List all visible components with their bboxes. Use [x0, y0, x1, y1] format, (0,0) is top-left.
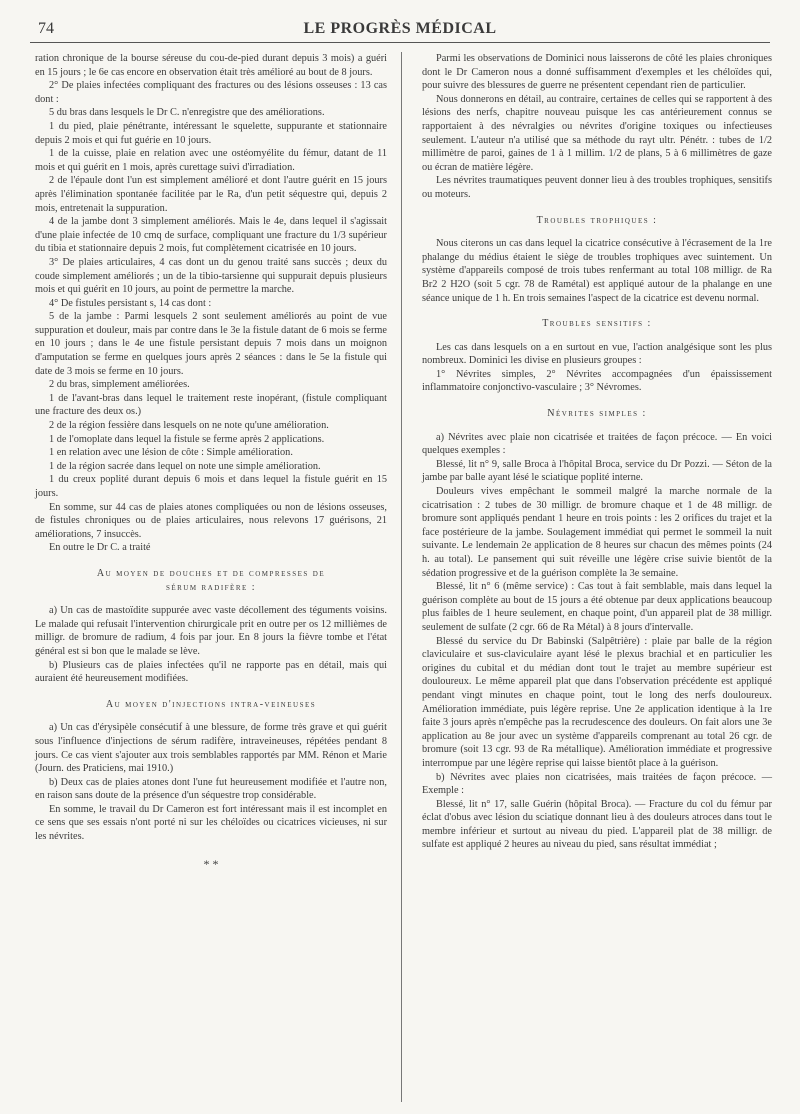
paragraph: Les cas dans lesquels on a en surtout en vue, l'action analgésique sont les plus nombreux. Dominici les divise en plusieurs groupes :: [422, 341, 772, 367]
paragraph: Blessé, lit n° 6 (même service) : Cas tout à fait semblable, mais dans lequel la guérison complète au bout de 15 jours a été obtenue par deux applications beaucoup plus faibles de 1 heure seulement, en chaque point, d'un appareil plat de 38 milligr. seulement de sulfate (2 cgr. 66 de Ra Métal) à 8 jours d'intervalle.: [422, 581, 772, 633]
paragraph: Blessé, lit n° 17, salle Guérin (hôpital Broca). — Fracture du col du fémur par éclat d'obus avec lésion du sciatique donnant lieu à des douleurs atroces dans tout le membre inférieur et surtout au niveau du pied. L'appareil plat de 38 milligr. de sulfate est appliqué 2 heures au niveau du pied, sans résultat immédiat ;: [422, 798, 772, 851]
paragraph: 1 de la cuisse, plaie en relation avec une ostéomyélite du fémur, datant de 11 mois et qui guérit en 1 mois, après curettage suivi d'irradiation.: [35, 148, 387, 173]
paragraph: 5 de la jambe : Parmi lesquels 2 sont seulement améliorés au point de vue suppuration et douleur, mais par contre dans le 3e la fistule datant de 6 mois se ferme en 10 jours ; dans le 4e une fistule persistant depuis 7 mois dans un moignon d'amputation se ferme en quelques jours après 2 séances : dans le 5e la fistule qui date de 3 mois se ferme en 10 jours.: [35, 311, 387, 377]
left-column: [35, 52, 387, 871]
paragraph: 1° Névrites simples, 2° Névrites accompagnées d'un épaississement inflammatoire conjonctivo-vasculaire ; 3° Névromes.: [422, 368, 772, 394]
paragraph: 4° De fistules persistant s, 14 cas dont :: [49, 297, 212, 309]
paragraph: 1 de l'omoplate dans lequel la fistule se ferme après 2 applications.: [49, 433, 325, 445]
paragraph: En somme, sur 44 cas de plaies atones compliquées ou non de lésions osseuses, de fistules chroniques ou de plaies articulaires, nous relevons 17 guérisons, 21 améliorations, 7 insuccès.: [35, 501, 387, 540]
paragraph: 1 en relation avec une lésion de côte : Simple amélioration.: [49, 447, 293, 459]
paragraph: Blessé du service du Dr Babinski (Salpêtrière) : plaie par balle de la région claviculaire et sus-claviculaire ayant lésé le plexus brachial et en particulier les origines du cubital et du médian dont tout le trajet au membre supérieur est douloureux. Le même appareil plat que dans l'observation précédente est appliqué pendant vingt minutes en chaque point, tout le long des nerfs douloureux. Amélioration immédiate, puis légère reprise. Une 2e application identique à la 1re faite 3 jours après n'empêche pas la recrudescence des douleurs. On fait alors une 3e application au 8e jour avec un système d'appareils comprenant au total 26 cgr. de bromure (soit 13 cgr. 93 de Ra métallique). Amélioration immédiate et progressive interrompue par une légère reprise qui laisse bientôt place à la guérison.: [422, 635, 772, 769]
column-divider: [401, 52, 402, 1102]
paragraph: 2° De plaies infectées compliquant des fractures ou des lésions osseuses : 13 cas dont :: [35, 80, 387, 105]
right-column: [422, 52, 772, 852]
paragraph: b) Névrites avec plaies non cicatrisées, mais traitées de façon précoce. — Exemple :: [422, 771, 772, 797]
section-heading: Au moyen d'injections intra-veineuses: [105, 698, 317, 710]
paragraph: 2 de l'épaule dont l'un est simplement amélioré et dont l'autre guérit en 15 jours après l'élimination spontanée facilitée par le Ra, d'un petit séquestre qui, depuis 2 mois, entretenait la suppuration.: [35, 175, 387, 214]
paragraph: 1 de l'avant-bras dans lequel le traitement reste inopérant, (fistule compliquant une fracture des deux os.): [35, 392, 387, 418]
paragraph: a) Névrites avec plaie non cicatrisée et traitées de façon précoce. — En voici quelques exemples :: [422, 431, 772, 457]
paragraph: a) Un cas d'érysipèle consécutif à une blessure, de forme très grave et qui guérit sous l'influence d'injections de sérum radifère, intraveineuses, répétées pendant 8 jours. Ce cas vient s'ajouter aux trois semblables rapportés par MM. Rénon et Marie (Journ. des Praticiens, mai 1910.): [35, 722, 387, 775]
paragraph: 5 du bras dans lesquels le Dr C. n'enregistre que des améliorations.: [49, 107, 325, 119]
paragraph: En outre le Dr C. a traité: [49, 542, 151, 554]
paragraph: 3° De plaies articulaires, 4 cas dont un du genou traité sans succès ; deux du coude simplement améliorés ; un de la tibio-tarsienne qui suppurait depuis plusieurs mois et qui guérit en 10 jours, au point de permettre la marche.: [35, 256, 387, 296]
page-number: 74: [38, 20, 54, 37]
section-separator: * *: [203, 856, 219, 871]
paragraph: Blessé, lit n° 9, salle Broca à l'hôpital Broca, service du Dr Pozzi. — Séton de la jambe par balle ayant lésé le sciatique poplité interne.: [422, 458, 772, 484]
section-heading: Troubles trophiques :: [536, 214, 658, 226]
paragraph: Nous donnerons en détail, au contraire, certaines de celles qui se rapportent à des lésions des nerfs, chapitre nouveau puisque les cas antérieurement connus se rapportaient à des névralgies ou névrites d'origine toxiques ou infectieuses seulement. L'auteur n'a utilisé que sa méthode du rayt ultr. Pénétr. : tubes de 1/2 millimètre de paroi, gaines de 1 à 1 millim. 1/2 de plans, 5 à 6 millimètres de gaze ou écran de matière légère.: [422, 93, 772, 173]
paragraph: 1 de la région sacrée dans lequel on note une simple amélioration.: [49, 460, 321, 472]
paragraph: Parmi les observations de Dominici nous laisserons de côté les plaies chroniques dont le Dr Cameron nous a donné suffisamment d'exemples et les chéloïdes qui, pour suivre des blessures de guerre ne présentent cependant rien de particulier.: [422, 53, 772, 92]
section-heading: Névrites simples :: [547, 408, 647, 420]
paragraph: ration chronique de la bourse séreuse du cou-de-pied durant depuis 3 mois) a guéri en 15 jours ; le 6e cas encore en observation était très amélioré au bout de 8 jours.: [35, 53, 387, 78]
paragraph: En somme, le travail du Dr Cameron est fort intéressant mais il est incomplet en ce sens que ses essais n'ont porté ni sur les chéloïdes ou cicatrices vicieuses, ni sur les névrites.: [35, 803, 387, 843]
paragraph: 1 du pied, plaie pénétrante, intéressant le squelette, suppurante et stationnaire depuis 2 mois et qui fut guérie en 10 jours.: [35, 120, 387, 146]
paragraph: 4 de la jambe dont 3 simplement améliorés. Mais le 4e, dans lequel il s'agissait d'une plaie infectée de 10 cmq de surface, compliquant une fracture du 1/3 supérieur du tibia et stationnaire depuis 2 mois, fut complètement cicatrisée en 10 jours.: [35, 216, 387, 255]
paragraph: Nous citerons un cas dans lequel la cicatrice consécutive à l'écrasement de la 1re phalange du médius étaient le siège de troubles trophiques avec suintement. Un système d'appareils composé de trois tubes renfermant au total 108 milligr. de Ra Br2 2 H2O (soit 5 cgr. 78 de Ramétal) est appliqué autour de la phalange en une séance unique de 1 h. En trois semaines l'aspect de la cicatrice est devenu normal.: [422, 238, 772, 304]
paragraph: Les névrites traumatiques peuvent donner lieu à des troubles trophiques, sensitifs ou moteurs.: [422, 175, 772, 200]
paragraph: 1 du creux poplité durant depuis 6 mois et dans lequel la fistule guérit en 15 jours.: [35, 474, 387, 499]
paragraph: b) Deux cas de plaies atones dont l'une fut heureusement modifiée et l'autre non, en raison sans doute de la présence d'un séquestre trop considérable.: [35, 776, 387, 802]
paragraph: a) Un cas de mastoïdite suppurée avec vaste décollement des téguments voisins. Le malade qui refusait l'intervention chirurgicale prit en outre per os 12 millièmes de milligr. de bromure de radium, 4 fois par jour. En 8 jours la fièvre tombe et l'état général est si bon que le malade se lève.: [35, 605, 387, 657]
paragraph: b) Plusieurs cas de plaies infectées qu'il ne rapporte pas en détail, mais qui auraient été heureusement modifiées.: [35, 659, 387, 685]
section-heading-line: sérum radifère :: [165, 581, 257, 593]
journal-title: LE PROGRÈS MÉDICAL: [303, 20, 497, 37]
paragraph: 2 du bras, simplement améliorées.: [49, 379, 190, 391]
section-heading-line: Au moyen de douches et de compresses de: [96, 567, 326, 579]
page-header: [30, 14, 770, 43]
paragraph: 2 de la région fessière dans lesquels on ne note qu'une amélioration.: [49, 420, 329, 432]
section-heading: [35, 567, 387, 594]
section-heading: Troubles sensitifs :: [542, 318, 652, 330]
paragraph: Douleurs vives empêchant le sommeil malgré la marche normale de la cicatrisation : 2 tubes de 30 milligr. de bromure chaque et 1 de 48 milligr. de bromure sont appliqués pendant 1 heure en trois points : les 2 orifices du trajet et la face postérieure de la jambe. Soulagement immédiat qui permet le sommeil la nuit suivante. Le lendemain 2e application de 8 heures sur chacun des mêmes points (24 h. au total). Le pansement qui suit réveille une légère crise suivie bientôt de la sédation progressive et de la guérison complète la 3e semaine.: [422, 486, 772, 579]
